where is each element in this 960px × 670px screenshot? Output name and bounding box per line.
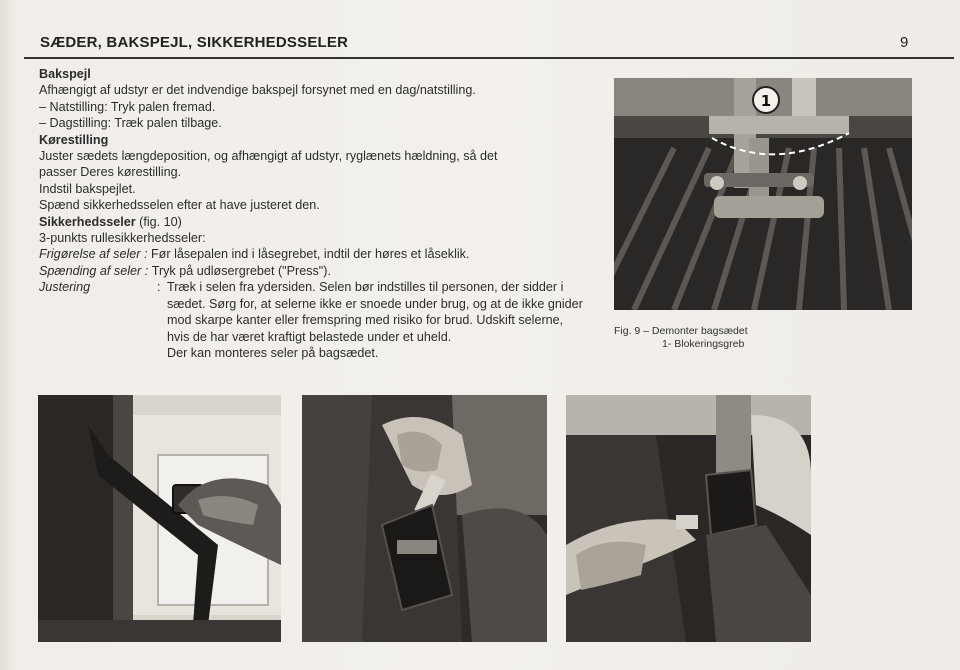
justering-text: Træk i selen fra ydersiden. Selen bør indstilles til personen, der sidder i sædet. Sørg for, at selerne ikke er snoede under brug, og at de ikke gnider mod skarpe kanter eller fremspring med risiko for brud. Udskift selerne, hvis de har været kraftigt belastede under et uheld.: [167, 280, 583, 344]
figure-9-photo: [614, 78, 912, 310]
section-heading-sikkerhedsseler: [39, 214, 599, 230]
paragraph-line: Indstil bakspejlet.: [39, 181, 136, 196]
paragraph-line: Afhængigt af udstyr er det indvendige bakspejl forsynet med en dag/natstilling.: [39, 83, 476, 98]
caption-line: 1- Blokeringsgreb: [662, 338, 745, 350]
heading-text: Sikkerhedsseler: [39, 214, 136, 229]
seatbelt-photo-adjust: [38, 395, 281, 642]
instruction-row: [39, 279, 599, 361]
callout-number: 1: [760, 92, 772, 110]
body-text: [39, 66, 599, 361]
paragraph-line: passer Deres kørestilling.: [39, 165, 182, 180]
instruction-row: [39, 246, 599, 262]
figure-reference: (fig. 10): [139, 214, 182, 229]
seatbelt-photo-fasten: [302, 395, 547, 642]
paragraph-line: Spænd sikkerhedsselen efter at have justeret den.: [39, 198, 320, 213]
caption-line: Fig. 9 – Demonter bagsædet: [614, 325, 748, 337]
paragraph-line: – Dagstilling: Træk palen tilbage.: [39, 116, 222, 131]
paragraph-line: – Natstilling: Tryk palen fremad.: [39, 99, 216, 114]
instruction-label: Justering: [39, 280, 91, 295]
instruction-label: Spænding af seler :: [39, 263, 149, 278]
instruction-text: Før låsepalen ind i låsegrebet, indtil der høres et låseklik.: [150, 247, 470, 262]
page-header-title: SÆDER, BAKSPEJL, SIKKERHEDSSELER: [40, 34, 349, 51]
instruction-label: Frigørelse af seler :: [39, 247, 148, 262]
section-heading-bakspejl: Bakspejl: [39, 67, 91, 81]
extra-line: Der kan monteres seler på bagsædet.: [167, 345, 379, 360]
section-heading-korestilling: Kørestilling: [39, 132, 109, 147]
page-number: 9: [900, 34, 909, 51]
paragraph-line: 3-punkts rullesikkerhedsseler:: [39, 231, 206, 246]
figure-9-caption: [614, 325, 814, 351]
paragraph-line: Juster sædets længdeposition, og afhængigt af udstyr, ryglænets hældning, så det: [39, 149, 498, 164]
instruction-row: [39, 263, 599, 279]
instruction-text: [167, 279, 587, 361]
seatbelt-photo-release: [566, 395, 811, 642]
instruction-colon: :: [157, 280, 161, 295]
header-rule: [24, 57, 954, 59]
instruction-text: Tryk på udløsergrebet ("Press").: [151, 263, 331, 278]
